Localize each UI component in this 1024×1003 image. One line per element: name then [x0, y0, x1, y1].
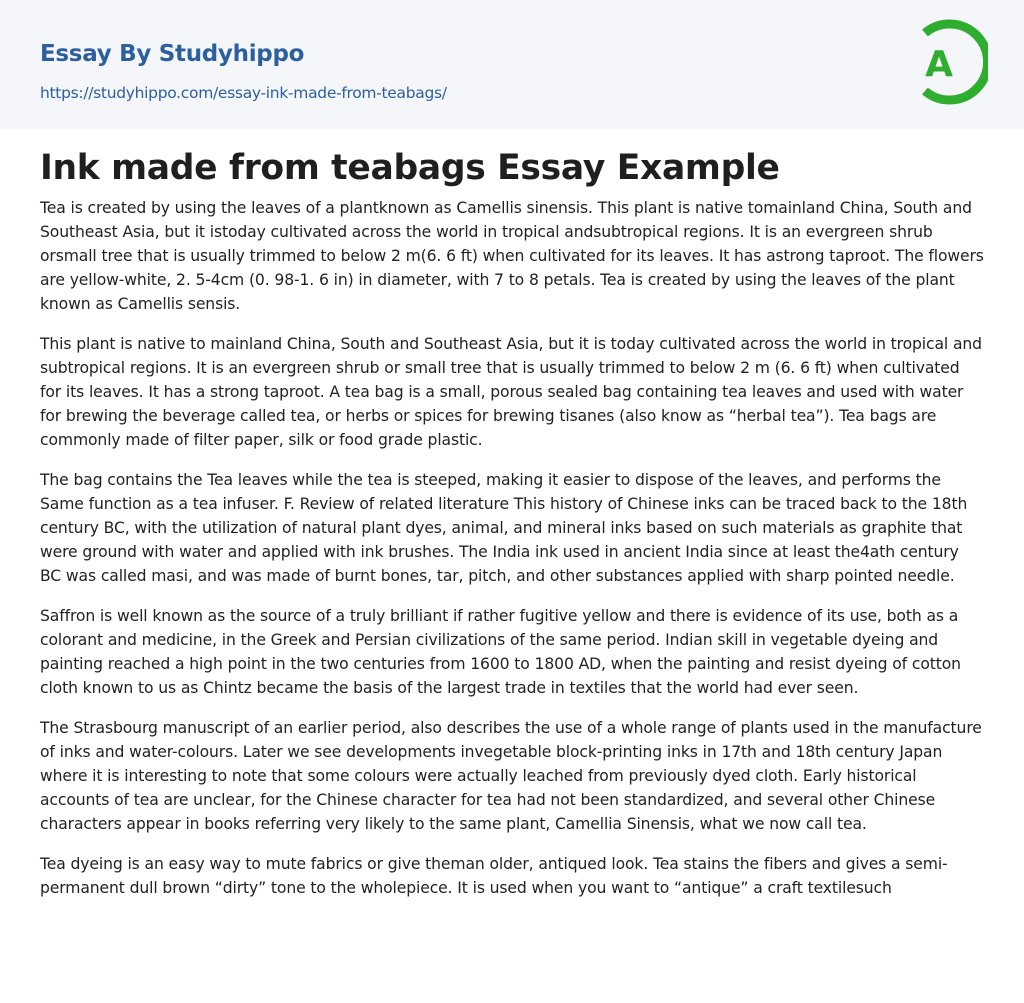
logo-letter: A [925, 44, 953, 85]
paragraph: This plant is native to mainland China, South and Southeast Asia, but it is today cultivated across the world in tropical and subtropical regions. It is an evergreen shrub or small tree that is usually trimmed to below 2 m (6. 6 ft) when cultivated for its leaves. It has a strong taproot. A tea bag is a small, porous sealed bag containing tea leaves and used with water for brewing the beverage called tea, or herbs or spices for brewing tisanes (also know as “herbal tea”). Tea bags are commonly made of filter paper, silk or food grade plastic. [40, 335, 982, 449]
article [0, 129, 1024, 900]
site-title[interactable]: Essay By Studyhippo [40, 41, 305, 67]
paragraph: Tea is created by using the leaves of a plantknown as Camellis sinensis. This plant is native tomainland China, South and Southeast Asia, but it istoday cultivated across the world in tropical andsubtropical regions. It is an evergreen shrub orsmall tree that is usually trimmed to below 2 m(6. 6 ft) when cultivated for its leaves. It has astrong taproot. The flowers are yellow-white, 2. 5-4cm (0. 98-1. 6 in) in diameter, with 7 to 8 petals. Tea is created by using the leaves of the plant known as Camellis sensis. [40, 199, 984, 313]
article-title: Ink made from teabags Essay Example [40, 148, 780, 188]
paragraph: Tea dyeing is an easy way to mute fabrics or give theman older, antiqued look. Tea stains the fibers and gives a semi-permanent dull brown “dirty” tone to the wholepiece. It is used when you want to “antique” a craft textilesuch [40, 855, 948, 897]
page-url-link[interactable]: https://studyhippo.com/essay-ink-made-from-teabags/ [40, 84, 447, 102]
site-header [0, 0, 1024, 129]
paragraph: The Strasbourg manuscript of an earlier period, also describes the use of a whole range of plants used in the manufacture of inks and water-colours. Later we see developments invegetable block-printing inks in 17th and 18th century Japan where it is interesting to note that some colours were actually leached from previously dyed cloth. Early historical accounts of tea are unclear, for the Chinese character for tea had not been standardized, and several other Chinese characters appear in books referring very likely to the same plant, Camellia Sinensis, what we now call tea. [40, 719, 982, 833]
paragraph: Saffron is well known as the source of a truly brilliant if rather fugitive yellow and there is evidence of its use, both as a colorant and medicine, in the Greek and Persian civilizations of the same period. Indian skill in vegetable dyeing and painting reached a high point in the two centuries from 1600 to 1800 AD, when the painting and resist dyeing of cotton cloth known to us as Chintz became the basis of the largest trade in textiles that the world had ever seen. [40, 607, 961, 697]
studyhippo-logo-icon[interactable] [910, 18, 988, 106]
paragraph: The bag contains the Tea leaves while the tea is steeped, making it easier to dispose of the leaves, and performs the Same function as a tea infuser. F. Review of related literature This history of Chinese inks can be traced back to the 18th century BC, with the utilization of natural plant dyes, animal, and mineral inks based on such materials as graphite that were ground with water and applied with ink brushes. The India ink used in ancient India since at least the4ath century BC was called masi, and was made of burnt bones, tar, pitch, and other substances applied with sharp pointed needle. [40, 471, 968, 585]
